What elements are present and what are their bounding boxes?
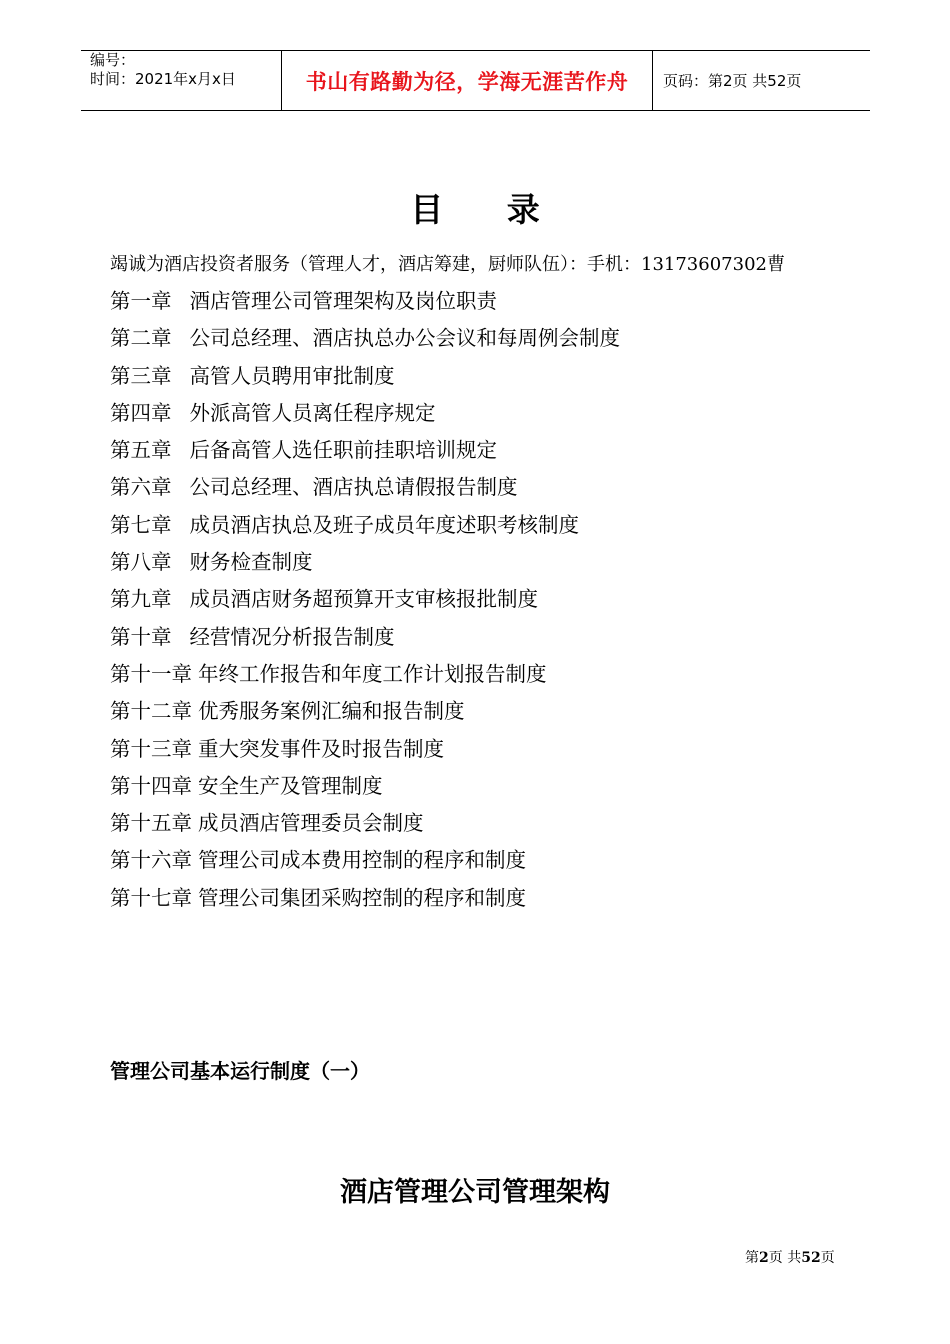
toc-item	[110, 697, 620, 734]
footer-page-number: 2	[759, 1250, 769, 1266]
footer-suffix: 页	[820, 1250, 835, 1266]
toc-chapter-title: 成员酒店管理委员会制度	[198, 811, 424, 836]
toc-title: 目 录	[410, 190, 566, 229]
toc-chapter-title: 后备高管人选任职前挂职培训规定	[189, 438, 497, 463]
toc-chapter-title: 成员酒店执总及班子成员年度述职考核制度	[189, 512, 579, 537]
toc-chapter-number: 第十章	[110, 624, 172, 649]
toc-item	[110, 362, 620, 399]
header-motto-cell	[282, 51, 653, 110]
page-footer	[745, 1247, 835, 1267]
toc-item	[110, 809, 620, 846]
toc-chapter-number: 第六章	[110, 475, 172, 500]
toc-chapter-number: 第四章	[110, 400, 172, 425]
toc-chapter-number: 第九章	[110, 587, 172, 612]
toc-chapter-title: 管理公司集团采购控制的程序和制度	[198, 885, 526, 910]
footer-middle: 页 共	[768, 1250, 802, 1266]
toc-item	[110, 324, 620, 361]
section-heading: 管理公司基本运行制度（一）	[110, 1059, 370, 1083]
toc-chapter-title: 经营情况分析报告制度	[189, 624, 395, 649]
document-code-label: 编号：	[90, 51, 136, 69]
toc-item	[110, 585, 620, 622]
toc-chapter-number: 第十三章	[110, 736, 192, 761]
toc-item	[110, 287, 620, 324]
toc-item	[110, 623, 620, 660]
toc-chapter-title: 高管人员聘用审批制度	[189, 363, 395, 388]
footer-total-pages: 52	[801, 1250, 821, 1266]
chapter-main-heading: 酒店管理公司管理架构	[340, 1177, 610, 1208]
toc-chapter-number: 第十四章	[110, 773, 192, 798]
document-time-label: 时间：2021年x月x日	[90, 70, 236, 88]
toc-chapter-title: 年终工作报告和年度工作计划报告制度	[198, 661, 547, 686]
toc-item	[110, 511, 620, 548]
toc-chapter-title: 安全生产及管理制度	[198, 773, 383, 798]
toc-chapter-title: 财务检查制度	[189, 550, 313, 575]
toc-chapter-title: 公司总经理、酒店执总办公会议和每周例会制度	[189, 326, 620, 351]
toc-chapter-number: 第十五章	[110, 811, 192, 836]
toc-item	[110, 735, 620, 772]
toc-chapter-number: 第一章	[110, 289, 172, 313]
toc-chapter-title: 重大突发事件及时报告制度	[198, 736, 444, 761]
toc-chapter-title: 优秀服务案例汇编和报告制度	[198, 699, 465, 724]
toc-list	[110, 287, 620, 921]
toc-item	[110, 399, 620, 436]
toc-chapter-number: 第五章	[110, 438, 172, 463]
toc-item	[110, 884, 620, 921]
toc-chapter-number: 第十七章	[110, 885, 192, 910]
toc-item	[110, 548, 620, 585]
header-page-cell	[653, 51, 870, 110]
footer-prefix: 第	[745, 1250, 759, 1266]
toc-item	[110, 660, 620, 697]
toc-chapter-number: 第二章	[110, 326, 172, 351]
toc-chapter-title: 外派高管人员离任程序规定	[189, 400, 436, 425]
toc-chapter-number: 第七章	[110, 512, 172, 537]
toc-chapter-title: 公司总经理、酒店执总请假报告制度	[189, 475, 518, 500]
toc-chapter-title: 管理公司成本费用控制的程序和制度	[198, 848, 526, 873]
header-page-number: 页码：第2页 共52页	[663, 72, 802, 90]
toc-intro: 竭诚为酒店投资者服务（管理人才，酒店筹建，厨师队伍）：手机：13173607302曹	[110, 254, 785, 275]
toc-chapter-number: 第十六章	[110, 848, 192, 873]
header-motto: 书山有路勤为径，学海无涯苦作舟	[305, 69, 629, 94]
toc-chapter-title: 成员酒店财务超预算开支审核报批制度	[189, 587, 538, 612]
toc-item	[110, 846, 620, 883]
toc-chapter-number: 第十二章	[110, 699, 192, 724]
toc-item	[110, 473, 620, 510]
header-info-cell	[81, 51, 282, 110]
toc-chapter-number: 第三章	[110, 363, 172, 388]
toc-chapter-number: 第十一章	[110, 661, 192, 686]
toc-chapter-number: 第八章	[110, 550, 172, 575]
page-header	[81, 50, 870, 111]
toc-chapter-title: 酒店管理公司管理架构及岗位职责	[189, 289, 497, 313]
toc-item	[110, 436, 620, 473]
toc-item	[110, 772, 620, 809]
